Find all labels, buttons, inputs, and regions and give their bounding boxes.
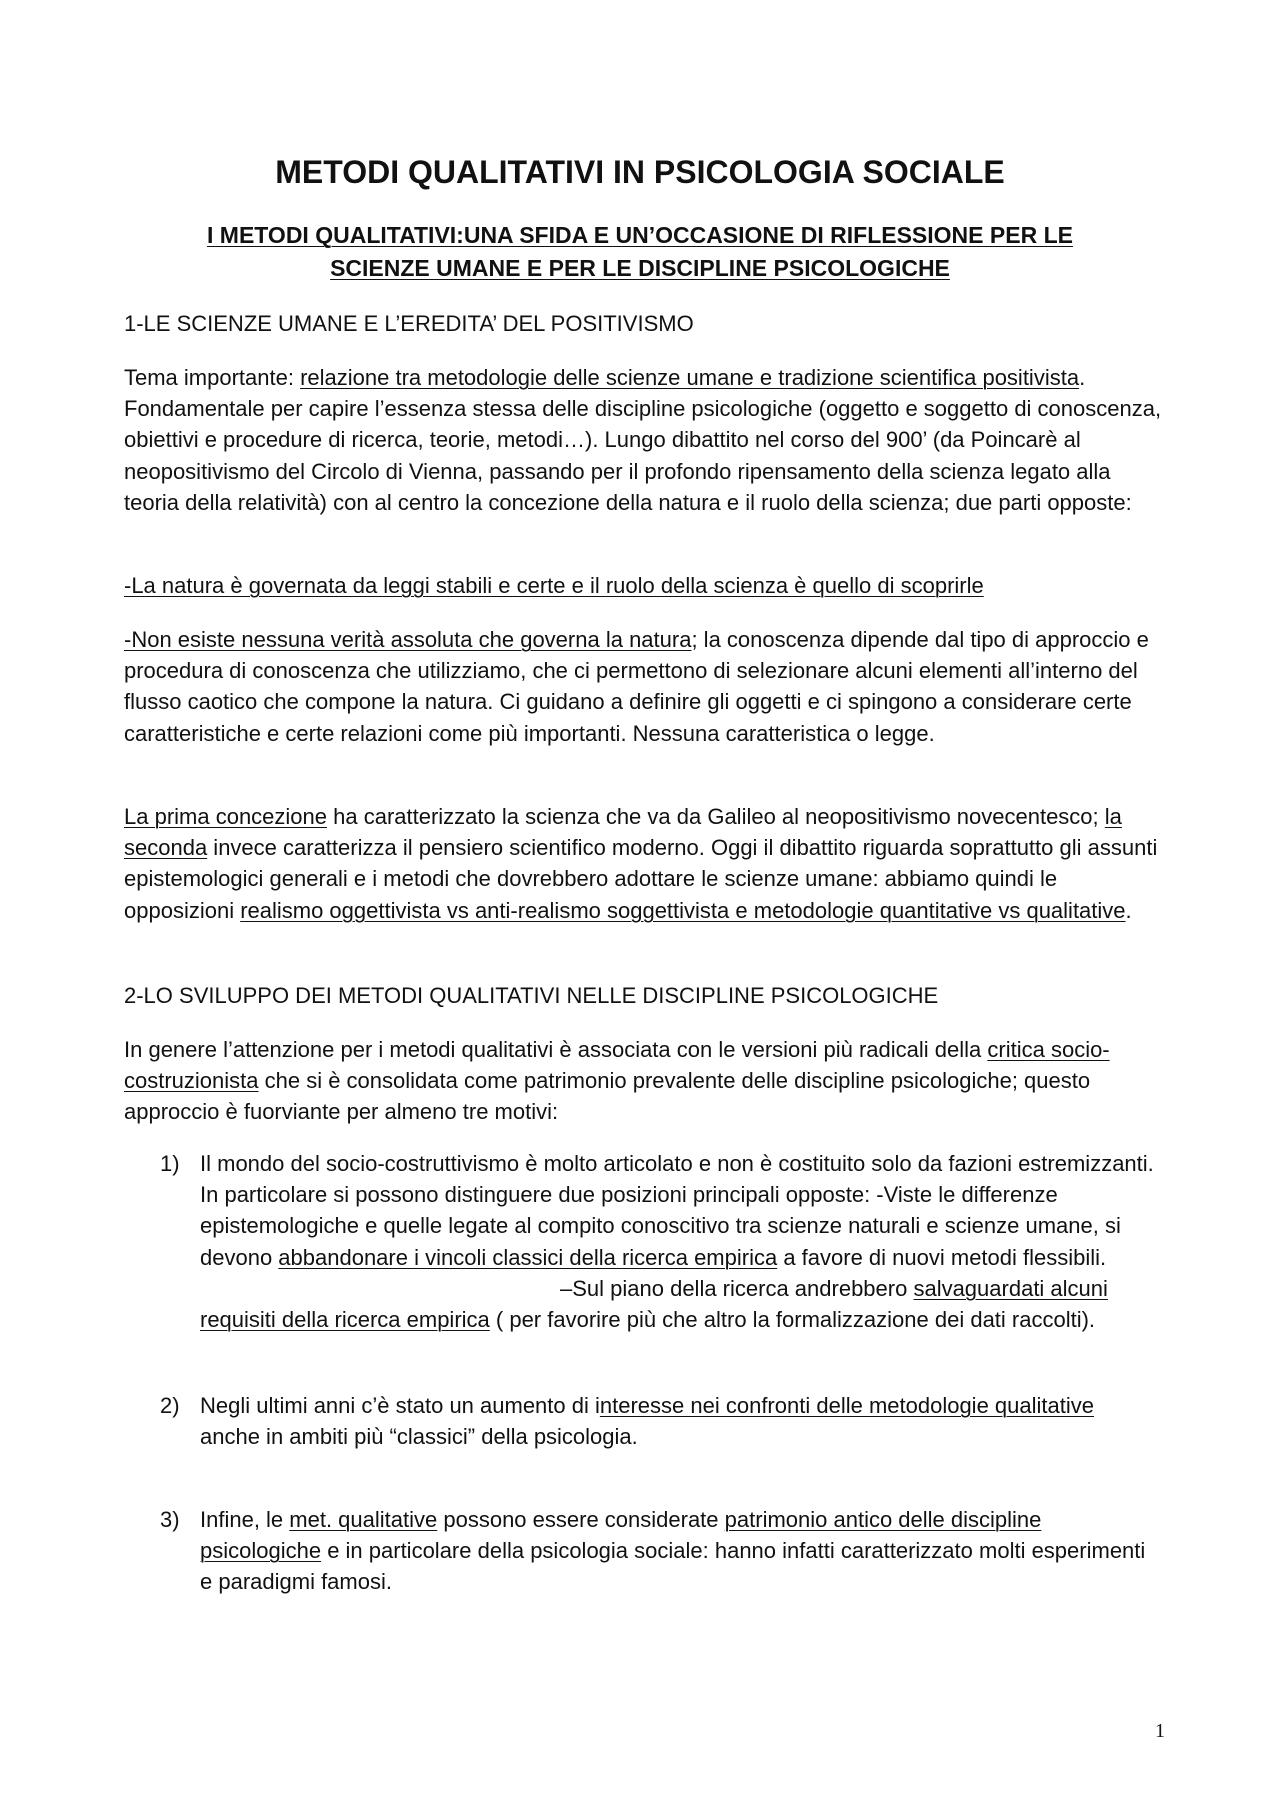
- underlined-text: salvaguardati alcuni requisiti della ricerca empirica: [200, 1275, 1108, 1333]
- page-number: 1: [1155, 1720, 1165, 1742]
- list-item-text: ( per favorire più che altro la formalizzazione dei dati raccolti).: [489, 1307, 1096, 1333]
- list-item-body: [200, 1390, 1160, 1452]
- underlined-text: met. qualitative: [289, 1507, 438, 1532]
- list-item-text: Il mondo del socio-costruttivismo è molto articolato e non è costituito solo da fazioni estremizzanti. In particolare si possono distinguere due posizioni principali opposte: -Viste le differenze epistemologiche e quelle legate al compito conoscitivo tra scienze naturali e scienze umane, si devono: [200, 1151, 1154, 1270]
- underlined-text: nteresse nei confronti delle metodologie qualitative: [599, 1393, 1094, 1418]
- underlined-text: relazione tra metodologie delle scienze umane e tradizione scientifica positivista: [300, 365, 1080, 390]
- section-1-heading: 1-LE SCIENZE UMANE E L’EREDITA’ DEL POSITIVISMO: [124, 311, 694, 336]
- paragraph-text: che si è consolidata come patrimonio prevalente delle discipline psicologiche; questo approccio è fuorviante per almeno tre motivi:: [124, 1068, 1091, 1125]
- page-title: METODI QUALITATIVI IN PSICOLOGIA SOCIALE: [275, 154, 1005, 190]
- section-2-heading: 2-LO SVILUPPO DEI METODI QUALITATIVI NELLE DISCIPLINE PSICOLOGICHE: [124, 983, 939, 1008]
- list-item-text: e in particolare della psicologia sociale: hanno infatti caratterizzato molti esperimenti e paradigmi famosi.: [200, 1538, 1146, 1595]
- subtitle-line-2: SCIENZE UMANE E PER LE DISCIPLINE PSICOLOGICHE: [330, 255, 950, 281]
- paragraph-text: invece caratterizza il pensiero scientifico moderno. Oggi il dibattito riguarda soprattutto gli assunti epistemologici generali e i metodi che dovrebbero adottare le scienze umane: abbiamo quindi le opposizioni: [124, 835, 1158, 923]
- underlined-text: realismo oggettivista vs anti-realismo soggettivista e metodologie quantitative vs qualitative: [240, 897, 1126, 923]
- section-1-paragraph-2: [124, 570, 1164, 601]
- list-item-body: [200, 1148, 1160, 1335]
- paragraph-text: . Fondamentale per capire l’essenza stessa delle discipline psicologiche (oggetto e soggetto di conoscenza, obiettivi e procedure di ricerca, teorie, metodi…). Lungo dibattito nel corso del 900’ (da Poincarè al neopositivismo del Circolo di Vienna, passando per il profondo ripensamento della scienza legato alla teoria della relatività) con al centro la concezione della natura e il ruolo della scienza; due parti opposte:: [124, 365, 1162, 515]
- list-item-body: [200, 1504, 1160, 1598]
- underlined-text: La prima concezione: [124, 804, 328, 829]
- section-2-paragraph-1: [124, 1034, 1164, 1128]
- list-item-text: anche in ambiti più “classici” della psicologia.: [200, 1424, 638, 1450]
- paragraph-text: ha caratterizzato la scienza che va da Galileo al neopositivismo novecentesco;: [327, 804, 1105, 829]
- list-item-text: possono essere considerate: [437, 1507, 725, 1532]
- underlined-text: -Non esiste nessuna verità assoluta che governa la natura: [124, 627, 692, 652]
- paragraph-text: In genere l’attenzione per i metodi qualitativi è associata con le versioni più radicali della: [124, 1037, 988, 1062]
- section-1-paragraph-4: [124, 801, 1164, 926]
- section-1-paragraph-1: [124, 362, 1164, 518]
- list-item-number: 1): [160, 1151, 180, 1176]
- list-item-number: 2): [160, 1393, 180, 1418]
- list-item-text: Negli ultimi anni c’è stato un aumento di i: [200, 1393, 600, 1418]
- paragraph-text: .: [1125, 897, 1132, 923]
- list-item-text: a favore di nuovi metodi flessibili.: [777, 1244, 1107, 1270]
- underlined-text: abbandonare i vincoli classici della ricerca empirica: [278, 1244, 778, 1270]
- subtitle: [130, 219, 1150, 285]
- subtitle-line-1: I METODI QUALITATIVI:UNA SFIDA E UN’OCCASIONE DI RIFLESSIONE PER LE: [207, 222, 1073, 248]
- paragraph-text: ; la conoscenza dipende dal tipo di approccio e procedura di conoscenza che utilizziamo, che ci permettono di selezionare alcuni elementi all’interno del flusso caotico che compone la natura. Ci guidano a definire gli oggetti e ci spingono a considerare certe caratteristiche e certe relazioni come più importanti. Nessuna caratteristica o legge.: [124, 627, 1149, 746]
- paragraph-text: Tema importante:: [124, 365, 301, 390]
- list-item-text: –Sul piano della ricerca andrebbero: [560, 1275, 914, 1301]
- underlined-text: patrimonio antico delle discipline psicologiche: [200, 1507, 1042, 1564]
- section-1-paragraph-3: [124, 624, 1164, 749]
- underlined-text: critica socio-costruzionista: [124, 1037, 1110, 1094]
- underlined-text: la seconda: [124, 804, 1122, 861]
- list-item-text: Infine, le: [200, 1507, 290, 1532]
- list-item-number: 3): [160, 1507, 180, 1532]
- underlined-text: -La natura è governata da leggi stabili e certe e il ruolo della scienza è quello di scoprirle: [124, 573, 984, 598]
